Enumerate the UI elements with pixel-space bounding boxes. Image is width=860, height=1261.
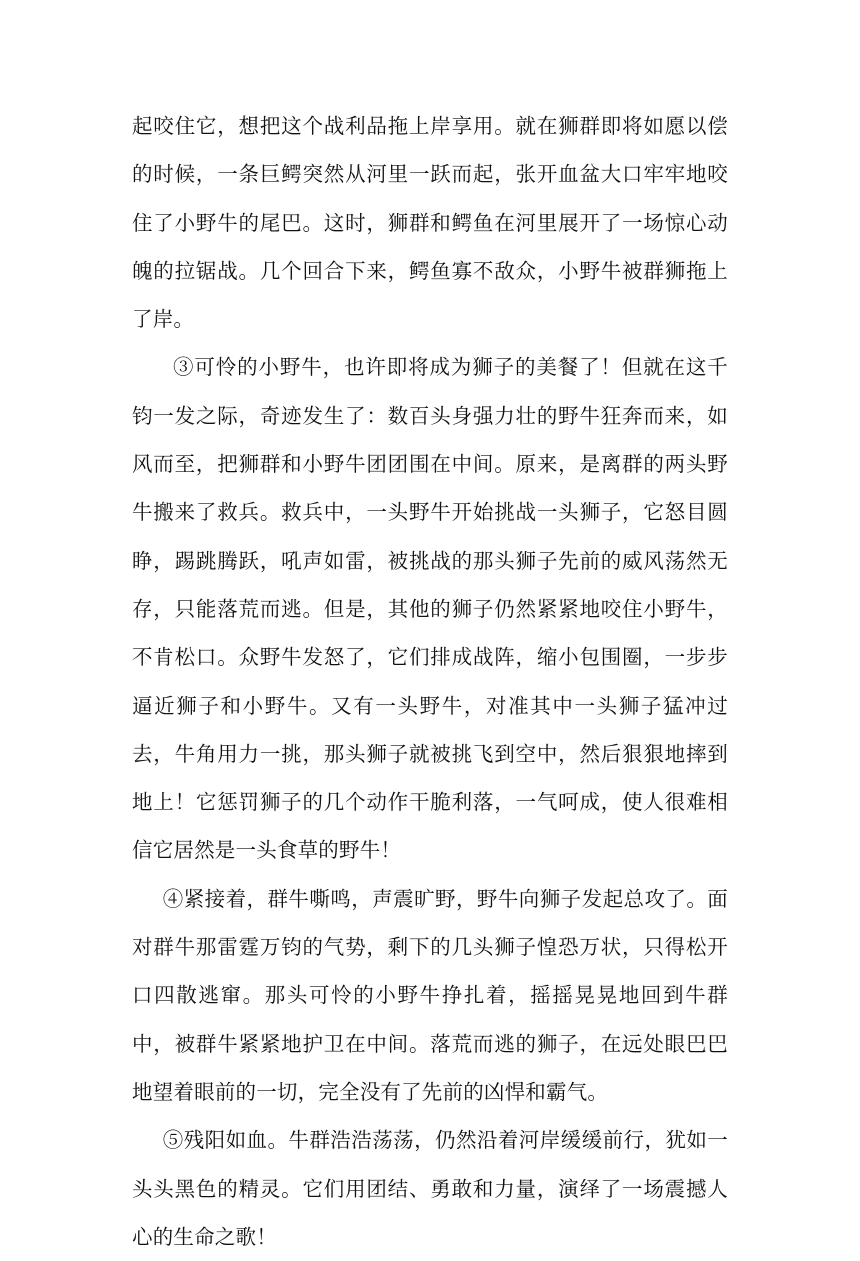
paragraph-5: ⑤残阳如血。牛群浩浩荡荡，仍然沿着河岸缓缓前行，犹如一头头黑色的精灵。它们用团结、勇敢和力量，演绎了一场震撼人心的生命之歌！ bbox=[132, 1128, 728, 1249]
paragraph-4: ④紧接着，群牛嘶鸣，声震旷野，野牛向狮子发起总攻了。面对群牛那雷霆万钧的气势，剩下的几头狮子惶恐万状，只得松开口四散逃窜。那头可怜的小野牛挣扎着，摇摇晃晃地回到牛群中，被群牛紧紧地护卫在中间。落荒而逃的狮子，在远处眼巴巴地望着眼前的一切，完全没有了先前的凶悍和霸气。 bbox=[132, 886, 728, 1104]
paragraph-2-continued: 起咬住它，想把这个战利品拖上岸享用。就在狮群即将如愿以偿的时候，一条巨鳄突然从河里一跃而起，张开血盆大口牢牢地咬住了小野牛的尾巴。这时，狮群和鳄鱼在河里展开了一场惊心动魄的拉锯战。几个回合下来，鳄鱼寡不敌众，小野牛被群狮拖上了岸。 bbox=[132, 114, 728, 332]
article-body bbox=[132, 102, 728, 1261]
paragraph-3: ③可怜的小野牛，也许即将成为狮子的美餐了！但就在这千钧一发之际，奇迹发生了：数百头身强力壮的野牛狂奔而来，如风而至，把狮群和小野牛团团围在中间。原来，是离群的两头野牛搬来了救兵。救兵中，一头野牛开始挑战一头狮子，它怒目圆睁，踢跳腾跃，吼声如雷，被挑战的那头狮子先前的威风荡然无存，只能落荒而逃。但是，其他的狮子仍然紧紧地咬住小野牛，不肯松口。众野牛发怒了，它们排成战阵，缩小包围圈，一步步逼近狮子和小野牛。又有一头野牛，对准其中一头狮子猛冲过去，牛角用力一挑，那头狮子就被挑飞到空中，然后狠狠地摔到地上！它惩罚狮子的几个动作干脆利落，一气呵成，使人很难相信它居然是一头食草的野牛！ bbox=[132, 355, 728, 863]
